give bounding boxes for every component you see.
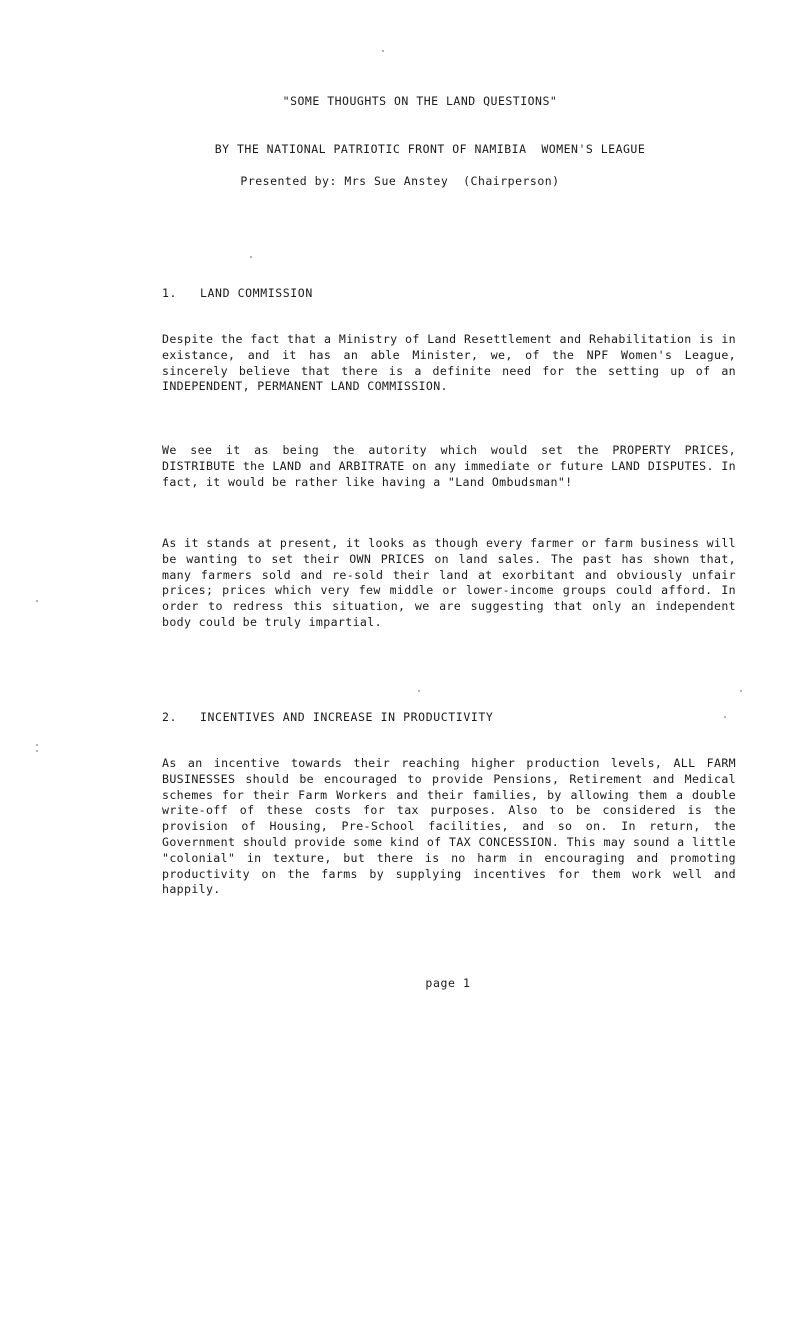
scan-speck — [724, 716, 726, 718]
scan-speck — [250, 256, 252, 258]
paragraph: As it stands at present, it looks as though every farmer or farm business will be wanting to set their OWN PRICES on land sales. The past has shown that, many farmers sold and re-sold their land at exorbitant and obviously unfair prices; prices which very few middle or lower-income groups could afford. In order to redress this situation, we are suggesting that only an independent body could be truly impartial. — [162, 536, 736, 629]
section-heading-incentives — [162, 710, 493, 724]
page-number: page 1 — [425, 976, 471, 990]
section-title: INCENTIVES AND INCREASE IN PRODUCTIVITY — [200, 710, 494, 724]
scan-speck — [36, 600, 38, 602]
section-title: LAND COMMISSION — [200, 286, 313, 300]
section-heading-land-commission — [162, 286, 313, 300]
paragraph: Despite the fact that a Ministry of Land Resettlement and Rehabilitation is in existance, and it has an able Minister, we, of the NPF Women's League, sincerely believe that there is a definite need for the setting up of an INDEPENDENT, PERMANENT LAND COMMISSION. — [162, 332, 736, 394]
scan-speck — [382, 50, 384, 52]
section-number: 2. — [162, 710, 178, 724]
scan-speck — [36, 750, 38, 752]
presenter-line: Presented by: Mrs Sue Anstey (Chairperson) — [240, 174, 560, 188]
scan-speck — [36, 744, 38, 746]
document-byline: BY THE NATIONAL PATRIOTIC FRONT OF NAMIBIA WOMEN'S LEAGUE — [214, 142, 646, 156]
scan-speck — [418, 690, 420, 692]
paragraph: As an incentive towards their reaching higher production levels, ALL FARM BUSINESSES should be encouraged to provide Pensions, Retirement and Medical schemes for their Farm Workers and their families, by allowing them a double write-off of these costs for tax purposes. Also to be considered is the provision of Housing, Pre-School facilities, and so on. In return, the Government should provide some kind of TAX CONCESSION. This may sound a little "colonial" in texture, but there is no harm in encouraging and promoting productivity on the farms by supplying incentives for them work well and happily. — [162, 756, 736, 897]
document-title: "SOME THOUGHTS ON THE LAND QUESTIONS" — [282, 94, 558, 108]
section-number: 1. — [162, 286, 178, 300]
paragraph: We see it as being the autority which would set the PROPERTY PRICES, DISTRIBUTE the LAND and ARBITRATE on any immediate or future LAND DISPUTES. In fact, it would be rather like having a "Land Ombudsman"! — [162, 443, 736, 489]
scan-speck — [740, 690, 742, 692]
